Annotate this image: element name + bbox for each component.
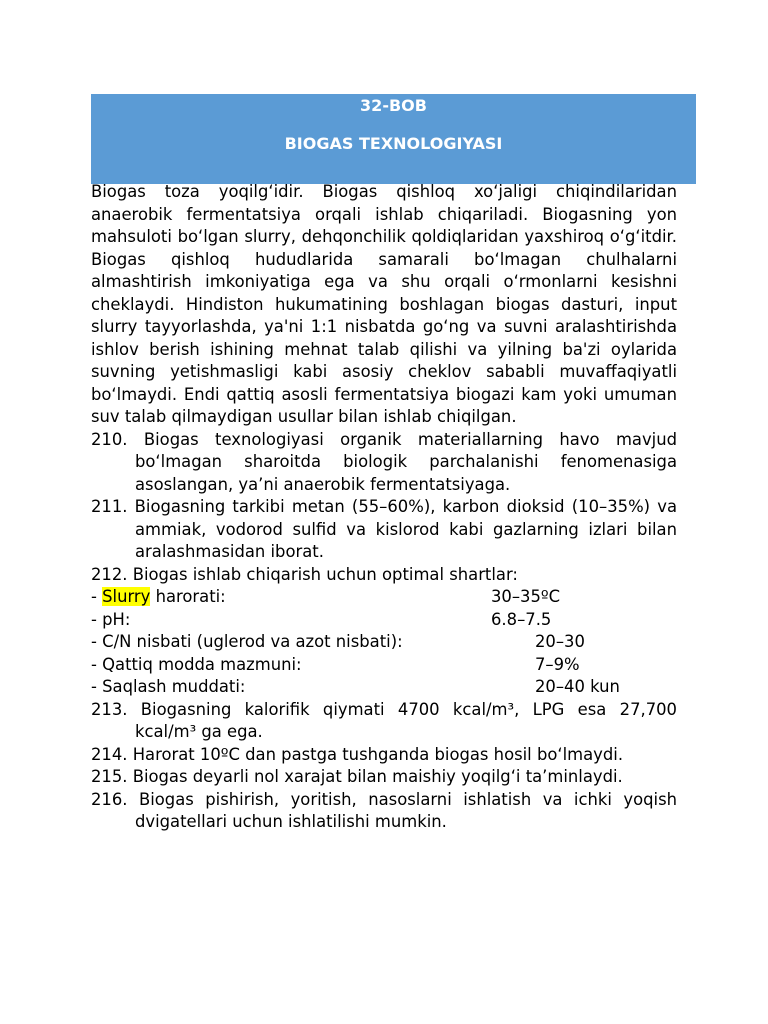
list-item: 213. Biogasning kalorifik qiymati 4700 kcal/m³, LPG esa 27,700 kcal/m³ ga ega. [91, 699, 677, 741]
list-item: 210. Biogas texnologiyasi organik materiallarning havo mavjud bo‘lmagan sharoitda biologik parchalanishi fenomenasiga asoslangan, ya’ni anaerobik fermentatsiyaga. [91, 429, 677, 494]
condition-label: - pH: [91, 609, 131, 629]
condition-label [91, 586, 226, 609]
condition-dash: - [91, 587, 103, 606]
list-item: 214. Harorat 10ºC dan pastga tushganda biogas hosil bo‘lmaydi. [91, 744, 624, 764]
list-item: 211. Biogasning tarkibi metan (55–60%), karbon dioksid (10–35%) va ammiak, vodorod sulfid va kislorod kabi gazlarning izlari bilan aralashmasidan iborat. [91, 497, 677, 561]
condition-label-rest: harorati: [150, 587, 226, 606]
condition-label: - Saqlash muddati: [91, 677, 246, 696]
condition-value: 20–30 [535, 632, 585, 651]
condition-row [91, 676, 677, 699]
condition-label: - C/N nisbati (uglerod va azot nisbati): [91, 632, 403, 651]
list-item: 216. Biogas pishirish, yoritish, nasoslarni ishlatish va ichki yoqish dvigatellari uchun ishlatilishi mumkin. [91, 789, 677, 831]
condition-value: 30–35ºC [491, 587, 561, 606]
condition-value: 7–9% [535, 654, 580, 674]
condition-value: 20–40 kun [535, 677, 620, 696]
chapter-number: 32-BOB [360, 96, 427, 115]
chapter-title: BIOGAS TEXNOLOGIYASI [284, 134, 503, 153]
condition-row [91, 654, 677, 677]
highlighted-word: Slurry [102, 587, 151, 606]
chapter-header [91, 94, 696, 184]
list-item: 212. Biogas ishlab chiqarish uchun optimal shartlar: [91, 564, 518, 584]
document-body [91, 181, 677, 834]
intro-paragraph: Biogas toza yoqilg‘idir. Biogas qishloq xo‘jaligi chiqindilaridan anaerobik fermentatsiya orqali ishlab chiqariladi. Biogasning yon mahsuloti bo‘lgan slurry, dehqonchilik qoldiqlaridan yaxshiroq o‘g‘itdir. Biogas qishloq hududlarida samarali bo‘lmagan chulhalarni almashtirish imkoniyatiga ega va shu orqali o‘rmonlarni kesishni cheklaydi. Hindiston hukumatining boshlagan biogas dasturi, input slurry tayyorlashda, ya'ni 1:1 nisbatda go‘ng va suvni aralashtirishda ishlov berish ishining mehnat talab qilishi va yilning ba'zi oylarida suvning yetishmasligi kabi asosiy cheklov sababli muvaffaqiyatli bo‘lmaydi. Endi qattiq asosli fermentatsiya biogazi kam yoki umuman suv talab qilmaydigan usullar bilan ishlab chiqilgan. [91, 182, 677, 426]
condition-row [91, 631, 677, 654]
condition-row [91, 609, 677, 632]
list-item: 215. Biogas deyarli nol xarajat bilan maishiy yoqilg‘i ta’minlaydi. [91, 767, 623, 786]
condition-value: 6.8–7.5 [491, 609, 552, 629]
condition-row [91, 586, 677, 609]
condition-label: - Qattiq modda mazmuni: [91, 654, 302, 674]
